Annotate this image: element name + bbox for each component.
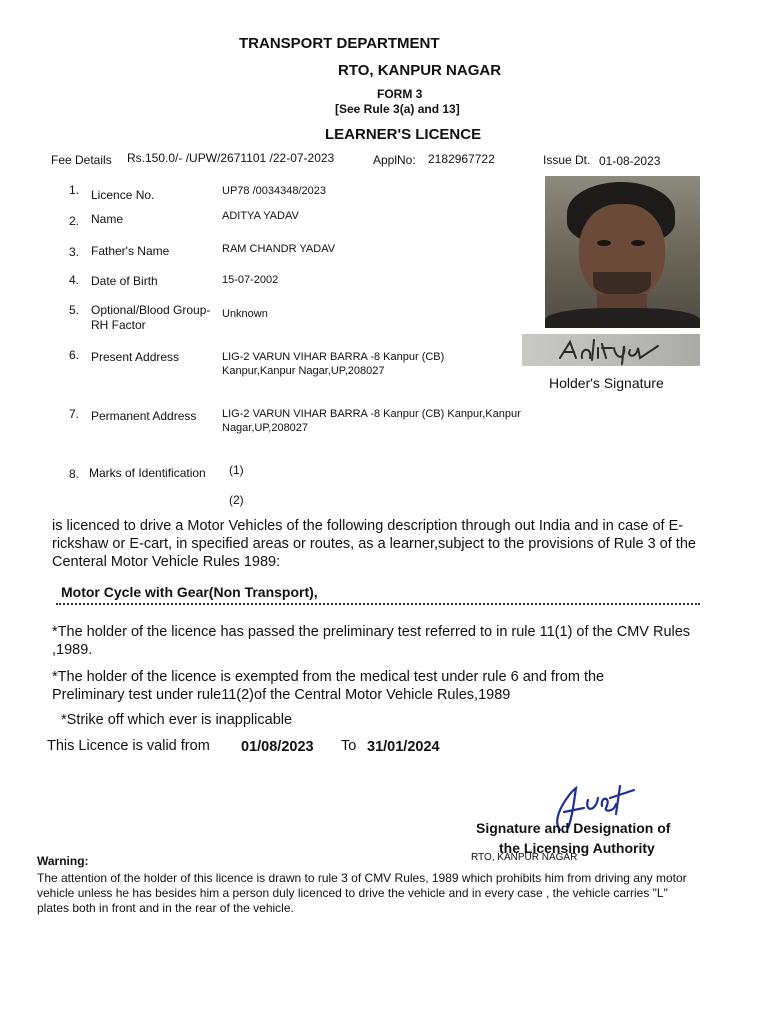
holder-signature-glyph <box>522 334 700 366</box>
authority-office: RTO, KANPUR NAGAR <box>471 852 578 863</box>
field-label-line2: RH Factor <box>91 318 146 332</box>
field-number: 6. <box>69 348 80 362</box>
note-preliminary-test: *The holder of the licence has passed the preliminary test referred to in rule 11(1) of the CMV Rules ,1989. <box>52 624 691 658</box>
present-address: LIG-2 VARUN VIHAR BARRA -8 Kanpur (CB) <box>222 351 445 363</box>
identification-mark-1: (1) <box>229 463 244 477</box>
present-address-line2: Kanpur,Kanpur Nagar,UP,208027 <box>222 365 385 377</box>
vehicle-class: Motor Cycle with Gear(Non Transport), <box>61 584 318 600</box>
field-label: Optional/Blood Group- <box>91 303 211 317</box>
permanent-address: LIG-2 VARUN VIHAR BARRA -8 Kanpur (CB) Kanpur,Kanpur <box>222 408 521 420</box>
father-name: RAM CHANDR YADAV <box>222 243 336 255</box>
holder-signature-image <box>522 334 700 366</box>
field-label: Licence No. <box>91 188 155 202</box>
field-number: 5. <box>69 303 80 317</box>
warning-label: Warning: <box>37 854 89 868</box>
field-number: 4. <box>69 273 80 287</box>
validity-to-label: To <box>341 738 357 754</box>
document-title: LEARNER'S LICENCE <box>325 126 482 143</box>
field-label: Name <box>91 212 124 226</box>
warning-text: The attention of the holder of this licence is drawn to rule 3 of CMV Rules, 1989 which prohibits him from driving any motor vehicle unless he has besides him a person duly licenced to drive the vehicle and in every case , the vehicle carries "L" plates both in front and in the rear of the vehicle. <box>37 871 687 915</box>
field-number: 7. <box>69 407 80 421</box>
issue-value: 01-08-2023 <box>599 154 661 168</box>
licence-description: is licenced to drive a Motor Vehicles of the following description through out India and in case of E-rickshaw or E-cart, in specified areas or routes, as a learner,subject to the provisions of Rule 3 of the Centeral Motor Vehicle Rules 1989: <box>52 518 696 570</box>
field-number: 3. <box>69 245 80 259</box>
field-number: 1. <box>69 183 80 197</box>
field-label: Date of Birth <box>91 274 158 288</box>
field-number: 2. <box>69 214 80 228</box>
fee-value: Rs.150.0/- /UPW/2671101 /22-07-2023 <box>127 151 335 165</box>
rule-reference: [See Rule 3(a) and 13] <box>335 102 460 116</box>
date-of-birth: 15-07-2002 <box>222 274 279 286</box>
field-label: Present Address <box>91 350 180 364</box>
licence-number: UP78 /0034348/2023 <box>222 185 326 197</box>
authority-title-line2: the Licensing Authority <box>499 840 655 856</box>
valid-from: 01/08/2023 <box>241 739 314 755</box>
field-label: Marks of Identification <box>89 466 206 480</box>
note-medical-exemption: *The holder of the licence is exempted from the medical test under rule 6 and from the Preliminary test under rule11(2)of the Central Motor Vehicle Rules,1989 <box>52 669 605 703</box>
authority-title-line1: Signature and Designation of <box>476 820 671 836</box>
appl-label: ApplNo: <box>373 153 416 167</box>
department-title: TRANSPORT DEPARTMENT <box>239 35 440 52</box>
field-number: 8. <box>69 467 80 481</box>
blood-group: Unknown <box>222 308 268 320</box>
identification-mark-2: (2) <box>229 493 244 507</box>
valid-to: 31/01/2024 <box>367 739 440 755</box>
appl-value: 2182967722 <box>428 152 495 166</box>
dotted-divider <box>56 603 700 605</box>
issue-label: Issue Dt. <box>543 153 591 167</box>
office-title: RTO, KANPUR NAGAR <box>338 62 502 79</box>
validity-label: This Licence is valid from <box>47 738 210 754</box>
permanent-address-line2: Nagar,UP,208027 <box>222 422 309 434</box>
strike-note: *Strike off which ever is inapplicable <box>61 712 293 728</box>
form-number: FORM 3 <box>377 87 423 101</box>
holder-photo <box>545 176 700 328</box>
field-label: Father's Name <box>91 244 170 258</box>
holder-name: ADITYA YADAV <box>222 210 299 222</box>
field-label: Permanent Address <box>91 409 197 423</box>
fee-label: Fee Details <box>51 153 112 167</box>
holder-signature-label: Holder's Signature <box>549 375 664 391</box>
